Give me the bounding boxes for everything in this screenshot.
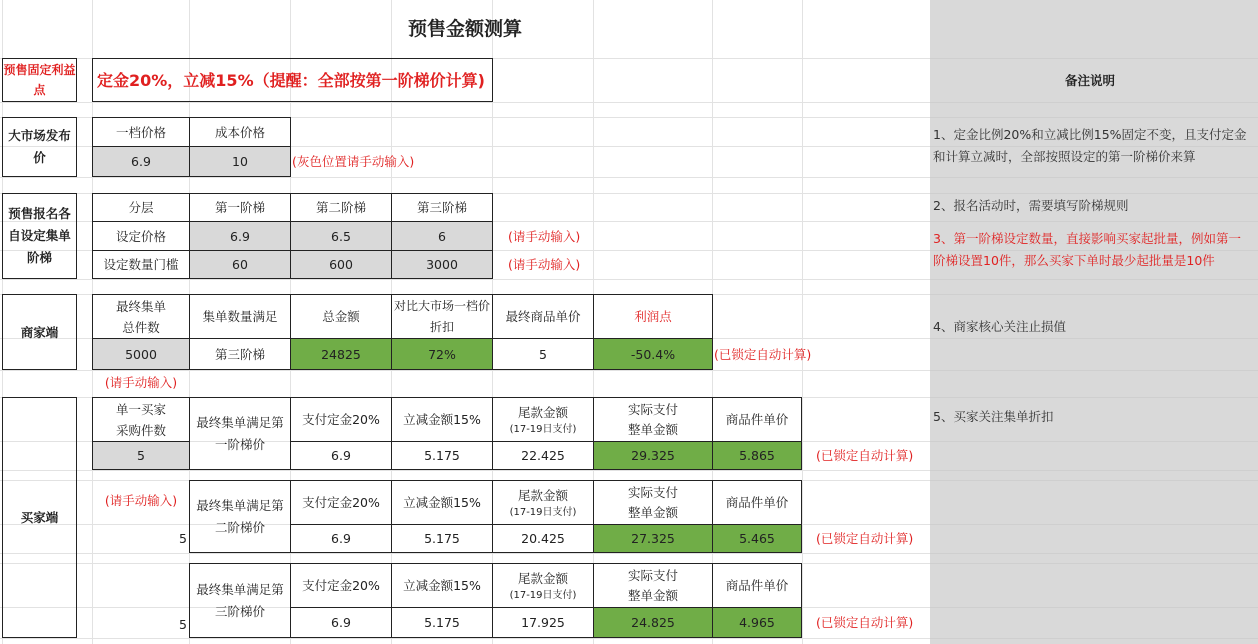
buyer-tier3-header-deposit: 支付定金20%	[290, 563, 392, 608]
buyer-tier1-header-tail	[492, 397, 594, 442]
tiers-qty-hint: (请手动输入)	[508, 257, 581, 272]
label-market-price: 大市场发布价	[2, 117, 77, 177]
notes-gridline	[930, 397, 1258, 398]
merchant-tier-met: 第三阶梯	[189, 338, 291, 370]
merchant-auto-hint: (已锁定自动计算)	[714, 346, 812, 362]
notes-gridline	[930, 553, 1258, 554]
note-5: 5、买家关注集单折扣	[933, 409, 1054, 424]
buyer-tier2-actual: 27.325	[593, 524, 713, 553]
merchant-discount: 72%	[391, 338, 493, 370]
buyer-tier2-discount: 5.175	[391, 524, 493, 553]
merchant-total-qty-input[interactable]: 5000	[92, 338, 190, 370]
gridline-h	[0, 279, 930, 280]
sheet-title: 预售金额测算	[407, 17, 522, 40]
buyer-tier3-deposit: 6.9	[290, 607, 392, 638]
buyer-tier1-discount: 5.175	[391, 441, 493, 470]
buyer-tier2-header-unit: 商品件单价	[712, 480, 802, 525]
notes-gridline	[930, 117, 1258, 118]
buyer-tier3-tail: 17.925	[492, 607, 594, 638]
buyer-tier2-auto-hint: (已锁定自动计算)	[816, 531, 914, 546]
tier2-qty-input[interactable]: 600	[290, 250, 392, 279]
buyer-tier3-header-discount: 立减金额15%	[391, 563, 493, 608]
buyer-tier2-qty: 5	[179, 531, 187, 546]
buyer-tier2-header-tail	[492, 480, 594, 525]
buyer-tier2-header-discount: 立减金额15%	[391, 480, 493, 525]
tier1-price-input[interactable]: 6.9	[189, 221, 291, 251]
notes-gridline	[930, 294, 1258, 295]
notes-gridline	[930, 279, 1258, 280]
buyer-qty-header: 单一买家采购件数	[92, 397, 190, 442]
merchant-header-total-amount: 总金额	[290, 294, 392, 339]
tiers-row-price-label: 设定价格	[92, 221, 190, 251]
buyer-tier1-deposit: 6.9	[290, 441, 392, 470]
notes-gridline	[930, 221, 1258, 222]
notes-gridline	[930, 102, 1258, 103]
gridline-h	[0, 177, 930, 178]
label-fixed-profit: 预售固定利益点	[2, 58, 77, 102]
notes-gridline	[930, 470, 1258, 471]
buyer-tier2-deposit: 6.9	[290, 524, 392, 553]
tail-header-sub: (17-19日支付)	[509, 424, 577, 435]
tail-header-sub: (17-19日支付)	[509, 590, 577, 601]
notes-gridline	[930, 480, 1258, 481]
tiers-header-layer: 分层	[92, 193, 190, 222]
tail-header-label: 尾款金额	[517, 488, 568, 503]
merchant-total-amount: 24825	[290, 338, 392, 370]
note-3: 3、第一阶梯设定数量，直接影响买家起批量，例如第一阶梯设置10件，那么买家下单时最少起批量是10件	[933, 231, 1241, 268]
tier2-price-input[interactable]: 6.5	[290, 221, 392, 251]
buyer-tier3-header-tail	[492, 563, 594, 608]
notes-gridline	[930, 177, 1258, 178]
buyer-tier2-tail: 20.425	[492, 524, 594, 553]
merchant-header-discount: 对比大市场一档价折扣	[391, 294, 493, 339]
tiers-header-2: 第二阶梯	[290, 193, 392, 222]
tail-header-sub: (17-19日支付)	[509, 507, 577, 518]
tier3-qty-input[interactable]: 3000	[391, 250, 493, 279]
buyer-tier2-label: 最终集单满足第二阶梯价	[189, 480, 291, 553]
notes-gridline	[930, 441, 1258, 442]
tier1-qty-input[interactable]: 60	[189, 250, 291, 279]
note-1: 1、定金比例20%和立减比例15%固定不变，且支付定金和计算立减时，全部按照设定的第一阶梯价来算	[933, 127, 1247, 164]
gridline-v	[802, 0, 803, 644]
tier3-price-input[interactable]: 6	[391, 221, 493, 251]
buyer-tier1-tail: 22.425	[492, 441, 594, 470]
buyer-tier1-header-unit: 商品件单价	[712, 397, 802, 442]
notes-gridline	[930, 607, 1258, 608]
merchant-header-tier-met: 集单数量满足	[189, 294, 291, 339]
buyer-tier1-auto-hint: (已锁定自动计算)	[816, 448, 914, 463]
buyer-tier1-label: 最终集单满足第一阶梯价	[189, 397, 291, 470]
buyer-tier1-header-actual: 实际支付整单金额	[593, 397, 713, 442]
tail-header-label: 尾款金额	[517, 571, 568, 586]
buyer-tier3-label: 最终集单满足第三阶梯价	[189, 563, 291, 638]
gridline-h	[0, 553, 930, 554]
market-price-input[interactable]: 6.9	[92, 146, 190, 177]
notes-gridline	[930, 638, 1258, 639]
notes-gridline	[930, 563, 1258, 564]
buyer-tier1-header-deposit: 支付定金20%	[290, 397, 392, 442]
notes-gridline	[930, 193, 1258, 194]
cost-price-input[interactable]: 10	[189, 146, 291, 177]
notes-gridline	[930, 370, 1258, 371]
buyer-tier2-header-actual: 实际支付整单金额	[593, 480, 713, 525]
buyer-tier1-actual: 29.325	[593, 441, 713, 470]
tiers-header-3: 第三阶梯	[391, 193, 493, 222]
buyer-tier2-unit: 5.465	[712, 524, 802, 553]
buyer-tier1-unit: 5.865	[712, 441, 802, 470]
label-tiers-setup: 预售报名各自设定集单阶梯	[2, 193, 77, 279]
market-header-2: 成本价格	[189, 117, 291, 147]
buyer-tier3-unit: 4.965	[712, 607, 802, 638]
buyer-tier3-header-actual: 实际支付整单金额	[593, 563, 713, 608]
tiers-row-qty-label: 设定数量门槛	[92, 250, 190, 279]
merchant-header-profit: 利润点	[593, 294, 713, 339]
merchant-profit: -50.4%	[593, 338, 713, 370]
market-header-1: 一档价格	[92, 117, 190, 147]
market-hint: (灰色位置请手动输入)	[292, 154, 415, 169]
merchant-header-total-qty: 最终集单总件数	[92, 294, 190, 339]
banner-text: 定金20%，立减15%（提醒：全部按第一阶梯价计算)	[92, 58, 493, 102]
merchant-header-unit-price: 最终商品单价	[492, 294, 594, 339]
notes-gridline	[930, 338, 1258, 339]
buyer-tier3-discount: 5.175	[391, 607, 493, 638]
note-2: 2、报名活动时，需要填写阶梯规则	[933, 198, 1129, 213]
buyer-tier3-qty: 5	[179, 617, 187, 632]
gridline-h	[0, 470, 930, 471]
buyer-tier3-auto-hint: (已锁定自动计算)	[816, 615, 914, 630]
buyer-tier3-header-unit: 商品件单价	[712, 563, 802, 608]
label-buyer: 买家端	[2, 397, 77, 638]
merchant-unit-price: 5	[492, 338, 594, 370]
buyer-qty-input[interactable]: 5	[92, 441, 190, 470]
buyer-tier3-actual: 24.825	[593, 607, 713, 638]
tiers-header-1: 第一阶梯	[189, 193, 291, 222]
tail-header-label: 尾款金额	[517, 405, 568, 420]
tiers-price-hint: (请手动输入)	[508, 228, 581, 244]
merchant-manual-hint: (请手动输入)	[104, 374, 178, 390]
buyer-tier2-header-deposit: 支付定金20%	[290, 480, 392, 525]
buyer-tier1-header-discount: 立减金额15%	[391, 397, 493, 442]
label-merchant: 商家端	[2, 294, 77, 370]
gridline-h	[0, 102, 930, 103]
buyer-manual-hint: (请手动输入)	[104, 492, 178, 508]
notes-header: 备注说明	[1064, 72, 1115, 88]
note-4: 4、商家核心关注止损值	[933, 319, 1066, 334]
notes-gridline	[930, 524, 1258, 525]
